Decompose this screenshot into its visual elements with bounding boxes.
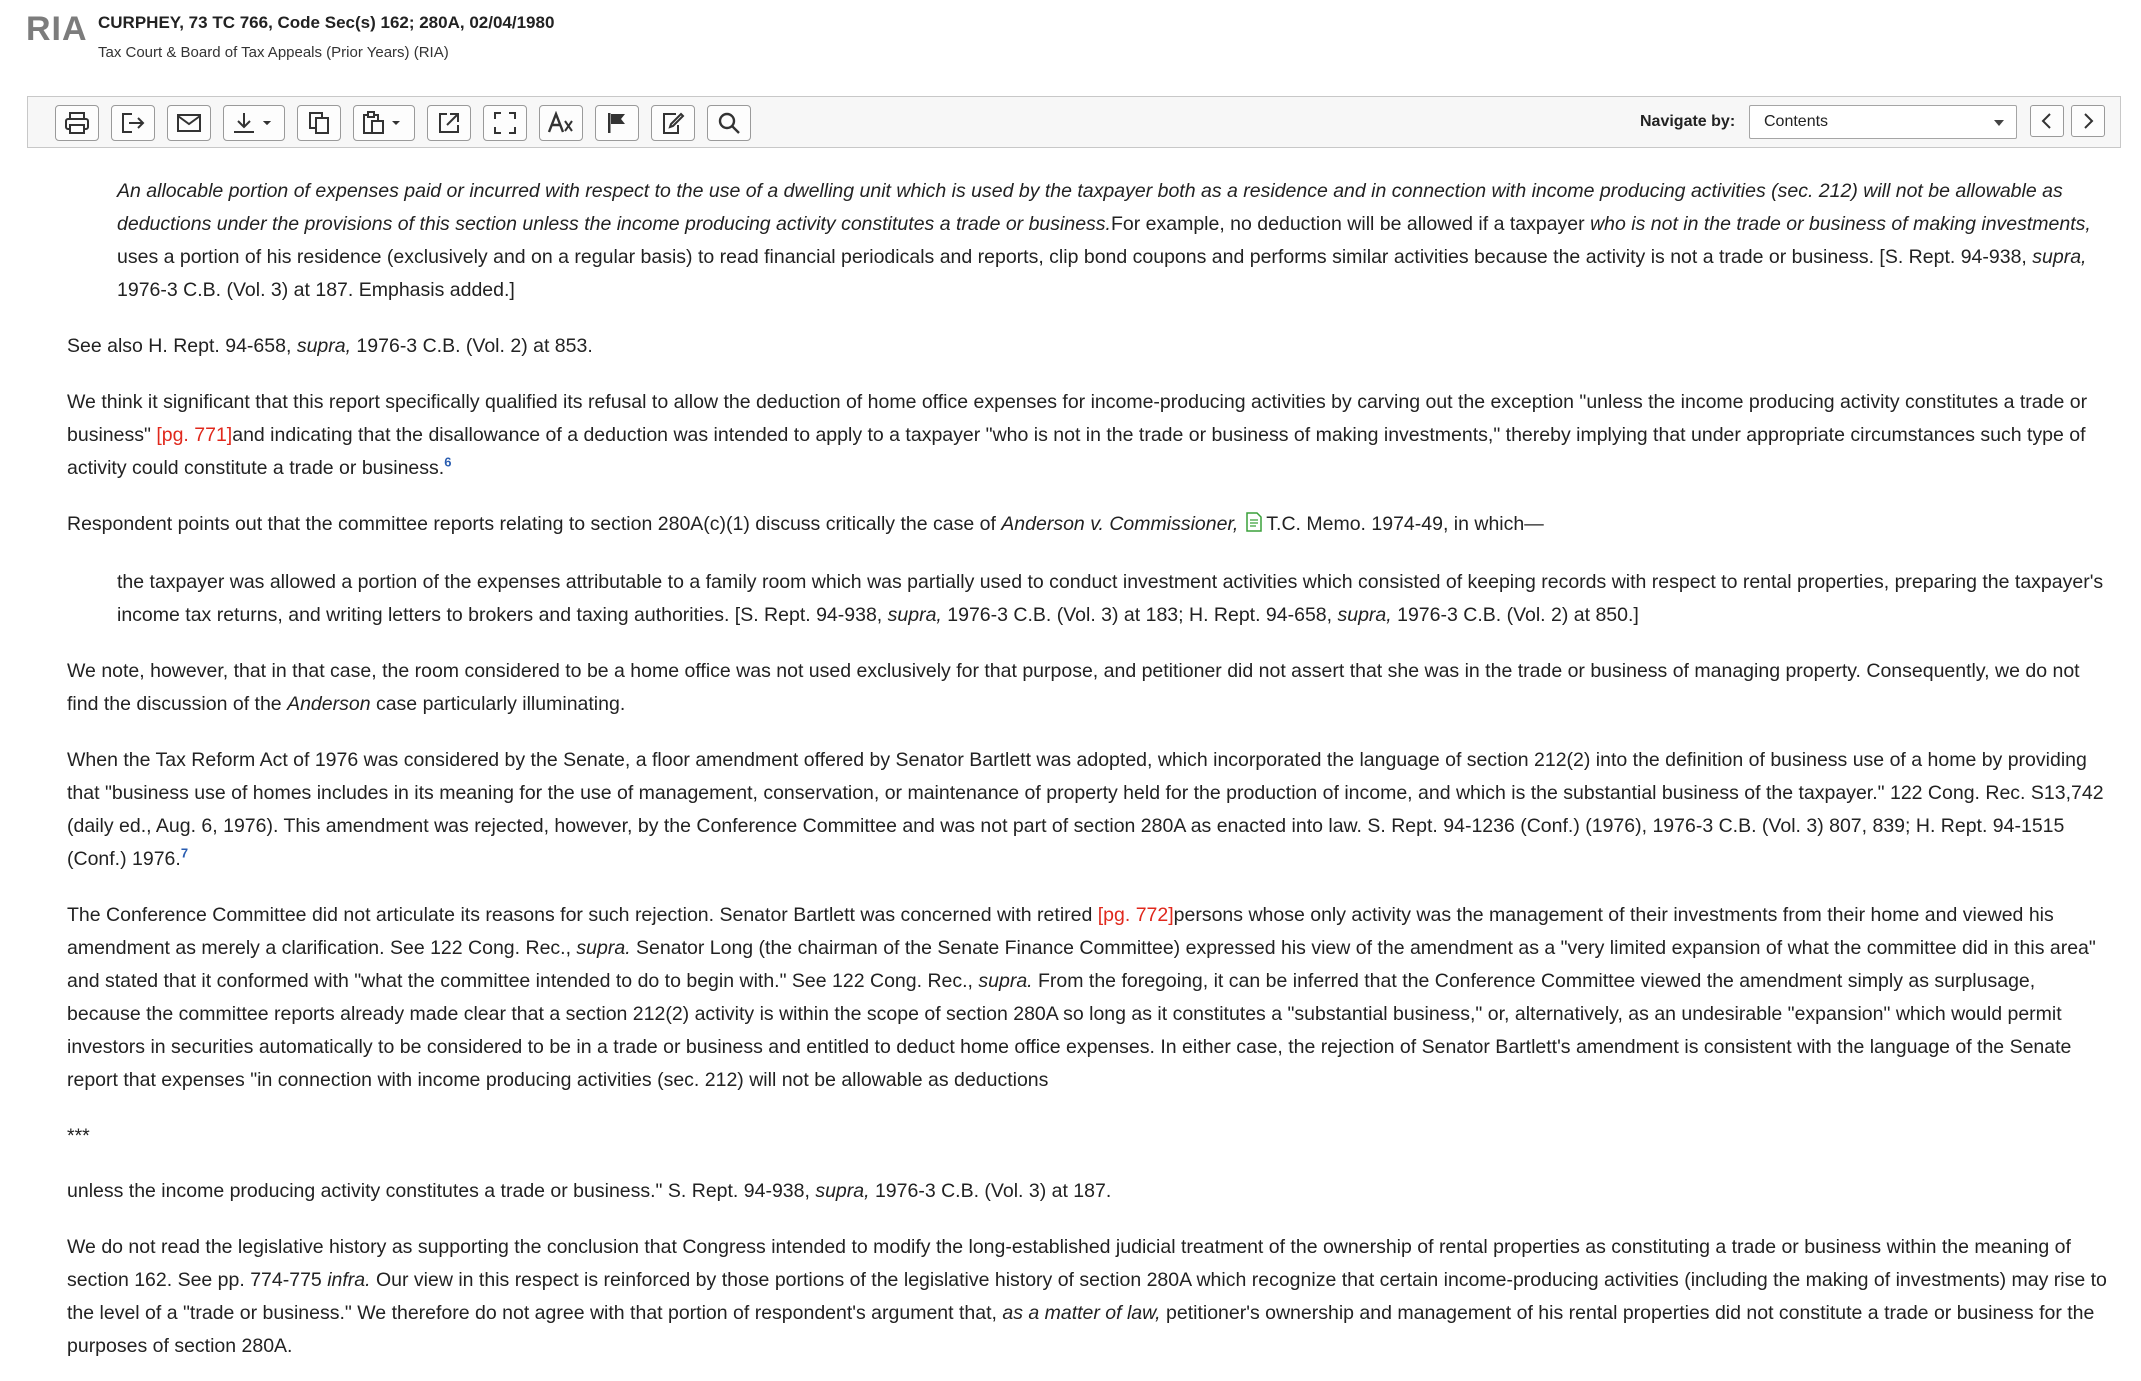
text-run: We note, however, that in that case, the room considered to be a home office was not used exclusively for that purpose, and petitioner did not assert that she was in the trade or business of managing property. Consequently, we do not find the discussion of the [67, 660, 2080, 715]
text-run: We do not read the legislative history as supporting the conclusion that Congress intended to modify the long-established judicial treatment of the ownership of rental properties as constituting a trade or business within the meaning of section 162. See pp. 774-775 [67, 1236, 2071, 1291]
paragraph [67, 899, 2107, 1097]
document-source: Tax Court & Board of Tax Appeals (Prior Years) (RIA) [98, 44, 449, 61]
quote-text-italic: An allocable portion of expenses paid or incurred with respect to the use of a dwelling unit which is used by the taxpayer both as a residence and in connection with income producing activities (sec. 212) will not be allowable as deductions under the provisions of this section unless the income producing activity constitutes a trade or business. [117, 180, 2063, 235]
text-run-italic: supra. [978, 970, 1033, 992]
paragraph [67, 1175, 2107, 1208]
flag-icon [605, 111, 629, 135]
paragraph [67, 330, 2107, 363]
chevron-down-icon [1994, 120, 2004, 126]
search-button[interactable] [707, 105, 751, 141]
text-run: case particularly illuminating. [370, 693, 626, 715]
flag-button[interactable] [595, 105, 639, 141]
print-button[interactable] [55, 105, 99, 141]
page-ref-771: [pg. 771] [156, 424, 233, 446]
previous-button[interactable] [2030, 105, 2064, 137]
fullscreen-icon [493, 111, 517, 135]
text-run: From the foregoing, it can be inferred that the Conference Committee viewed the amendment simply as surplusage, because the committee reports already made clear that a section 212(2) activity is within the scope of section 280A so long as it constitutes a "substantial business," or, alternatively, as an undesirable "expansion" which would permit investors in securities automatically to be considered to be in a trade or business and entitled to deduct home office expenses. In either case, the rejection of Senator Bartlett's amendment is consistent with the language of the Senate report that expenses "in connection with income producing activities (sec. 212) will not be allowable as deductions [67, 970, 2072, 1091]
text-run-italic: supra. [576, 937, 631, 959]
text-run: 1976-3 C.B. (Vol. 3) at 187. [869, 1180, 1112, 1202]
paragraph [67, 386, 2107, 485]
navigate-by-select[interactable] [1749, 105, 2017, 139]
fullscreen-button[interactable] [483, 105, 527, 141]
text-run: 1976-3 C.B. (Vol. 2) at 853. [351, 335, 593, 357]
text-run: When the Tax Reform Act of 1976 was considered by the Senate, a floor amendment offered by Senator Bartlett was adopted, which incorporated the language of section 212(2) into the definition of business use of a home by providing that "business use of homes includes in its meaning for the use of management, conservation, or maintenance of property held for the production of income, and which is the substantial business of the taxpayer." 122 Cong. Rec. S13,742 (daily ed., Aug. 6, 1976). This amendment was rejected, however, by the Conference Committee and was not part of section 280A as enacted into law. S. Rept. 94-1236 (Conf.) (1976), 1976-3 C.B. (Vol. 3) 807, 839; H. Rept. 94-1515 (Conf.) 1976. [67, 749, 2104, 870]
text-run: uses a portion of his residence (exclusively and on a regular basis) to read financial periodicals and reports, clip bond coupons and performs similar activities because the activity is not a trade or business. [S. Rept. 94-938, [117, 246, 2033, 268]
text-run: Our view in this respect is reinforced by those portions of the legislative history of section 280A which recognize that certain income-producing activities (including the making of investments) may rise to the level of a "trade or business." We therefore do not agree with that portion of respondent's argument that, [67, 1269, 2107, 1324]
text-run-italic: who is not in the trade or business of making investments, [1590, 213, 2091, 235]
document-toolbar [27, 96, 2121, 148]
text-run-italic: supra, [1337, 604, 1392, 626]
paragraph [67, 744, 2107, 876]
text-size-icon [547, 111, 575, 135]
text-run-italic: supra, [887, 604, 942, 626]
search-icon [717, 111, 741, 135]
text-run-italic: supra, [815, 1180, 870, 1202]
document-title: CURPHEY, 73 TC 766, Code Sec(s) 162; 280A, 02/04/1980 [98, 13, 555, 32]
open-external-button[interactable] [427, 105, 471, 141]
text-run: For example, no deduction will be allowed if a taxpayer [1110, 213, 1591, 235]
footnote-link-7[interactable]: 7 [180, 845, 189, 861]
paragraph [67, 1231, 2107, 1363]
text-run: See also H. Rept. 94-658, [67, 335, 297, 357]
text-run: and indicating that the disallowance of a deduction was intended to apply to a taxpayer "who is not in the trade or business of making investments," thereby implying that under appropriate circumstances such type of activity could constitute a trade or business. [67, 424, 2086, 479]
text-run: 1976-3 C.B. (Vol. 3) at 183; H. Rept. 94-658, [941, 604, 1338, 626]
text-run: T.C. Memo. 1974-49, in which— [1266, 513, 1544, 535]
copy-icon [307, 111, 331, 135]
text-run: 1976-3 C.B. (Vol. 2) at 850.] [1391, 604, 1639, 626]
quote-paragraph [117, 175, 2107, 307]
document-body [67, 175, 2107, 1381]
email-icon [176, 113, 202, 133]
edit-note-icon [661, 111, 685, 135]
chevron-right-icon [2081, 112, 2095, 130]
chevron-left-icon [2040, 112, 2054, 130]
next-button[interactable] [2071, 105, 2105, 137]
paragraph [67, 655, 2107, 721]
text-run-italic: supra, [296, 335, 352, 357]
text-run-italic: as a matter of law, [1002, 1302, 1161, 1324]
email-button[interactable] [167, 105, 211, 141]
text-run-italic: infra. [327, 1269, 371, 1291]
navigate-by-value: Contents [1764, 113, 1829, 130]
text-run: petitioner's ownership and management of his rental properties did not constitute a trade or business for the purposes of section 280A. [67, 1302, 2095, 1357]
export-icon [120, 111, 146, 135]
text-run: the taxpayer was allowed a portion of the expenses attributable to a family room which was partially used to conduct investment activities which consisted of keeping records with respect to rental properties, preparing the taxpayer's income tax returns, and writing letters to brokers and taxing authorities. [S. Rept. 94-938, [117, 571, 2104, 626]
open-external-icon [437, 111, 461, 135]
copy-button[interactable] [297, 105, 341, 141]
paste-button[interactable] [353, 105, 415, 141]
export-button[interactable] [111, 105, 155, 141]
text-run: The Conference Committee did not articulate its reasons for such rejection. Senator Bartlett was concerned with retired [67, 904, 1098, 926]
navigate-by-label: Navigate by: [1640, 113, 1736, 130]
case-name: Anderson [287, 693, 371, 715]
download-button[interactable] [223, 105, 285, 141]
document-link-icon[interactable] [1246, 510, 1262, 543]
text-run: 1976-3 C.B. (Vol. 3) at 187. Emphasis added.] [117, 279, 515, 301]
ria-logo: RIA [26, 10, 88, 48]
text-run: Respondent points out that the committee reports relating to section 280A(c)(1) discuss critically the case of [67, 513, 1002, 535]
text-run: unless the income producing activity constitutes a trade or business." S. Rept. 94-938, [67, 1180, 816, 1202]
text-run: We think it significant that this report specifically qualified its refusal to allow the deduction of home office expenses for income-producing activities by carving out the exception "unless the income producing activity constitutes a trade or business" [67, 391, 2088, 446]
omission-marker: *** [67, 1125, 90, 1147]
edit-note-button[interactable] [651, 105, 695, 141]
text-run: Senator Long (the chairman of the Senate Finance Committee) expressed his view of the amendment as a "very limited expansion of what the committee did in this area" and stated that it conformed with "what the committee intended to do to begin with." See 122 Cong. Rec., [67, 937, 2096, 992]
text-size-button[interactable] [539, 105, 583, 141]
print-icon [64, 111, 90, 135]
clipboard-icon [362, 111, 406, 135]
text-run: persons whose only activity was the management of their investments from their home and viewed his amendment as merely a clarification. See 122 Cong. Rec., [67, 904, 2054, 959]
download-icon [232, 111, 276, 135]
footnote-link-6[interactable]: 6 [444, 454, 452, 470]
page-ref-772: [pg. 772] [1097, 904, 1174, 926]
paragraph [67, 508, 2107, 543]
quote-paragraph [117, 566, 2107, 632]
text-run-italic: supra, [2032, 246, 2087, 268]
case-name: Anderson v. Commissioner, [1001, 513, 1239, 535]
